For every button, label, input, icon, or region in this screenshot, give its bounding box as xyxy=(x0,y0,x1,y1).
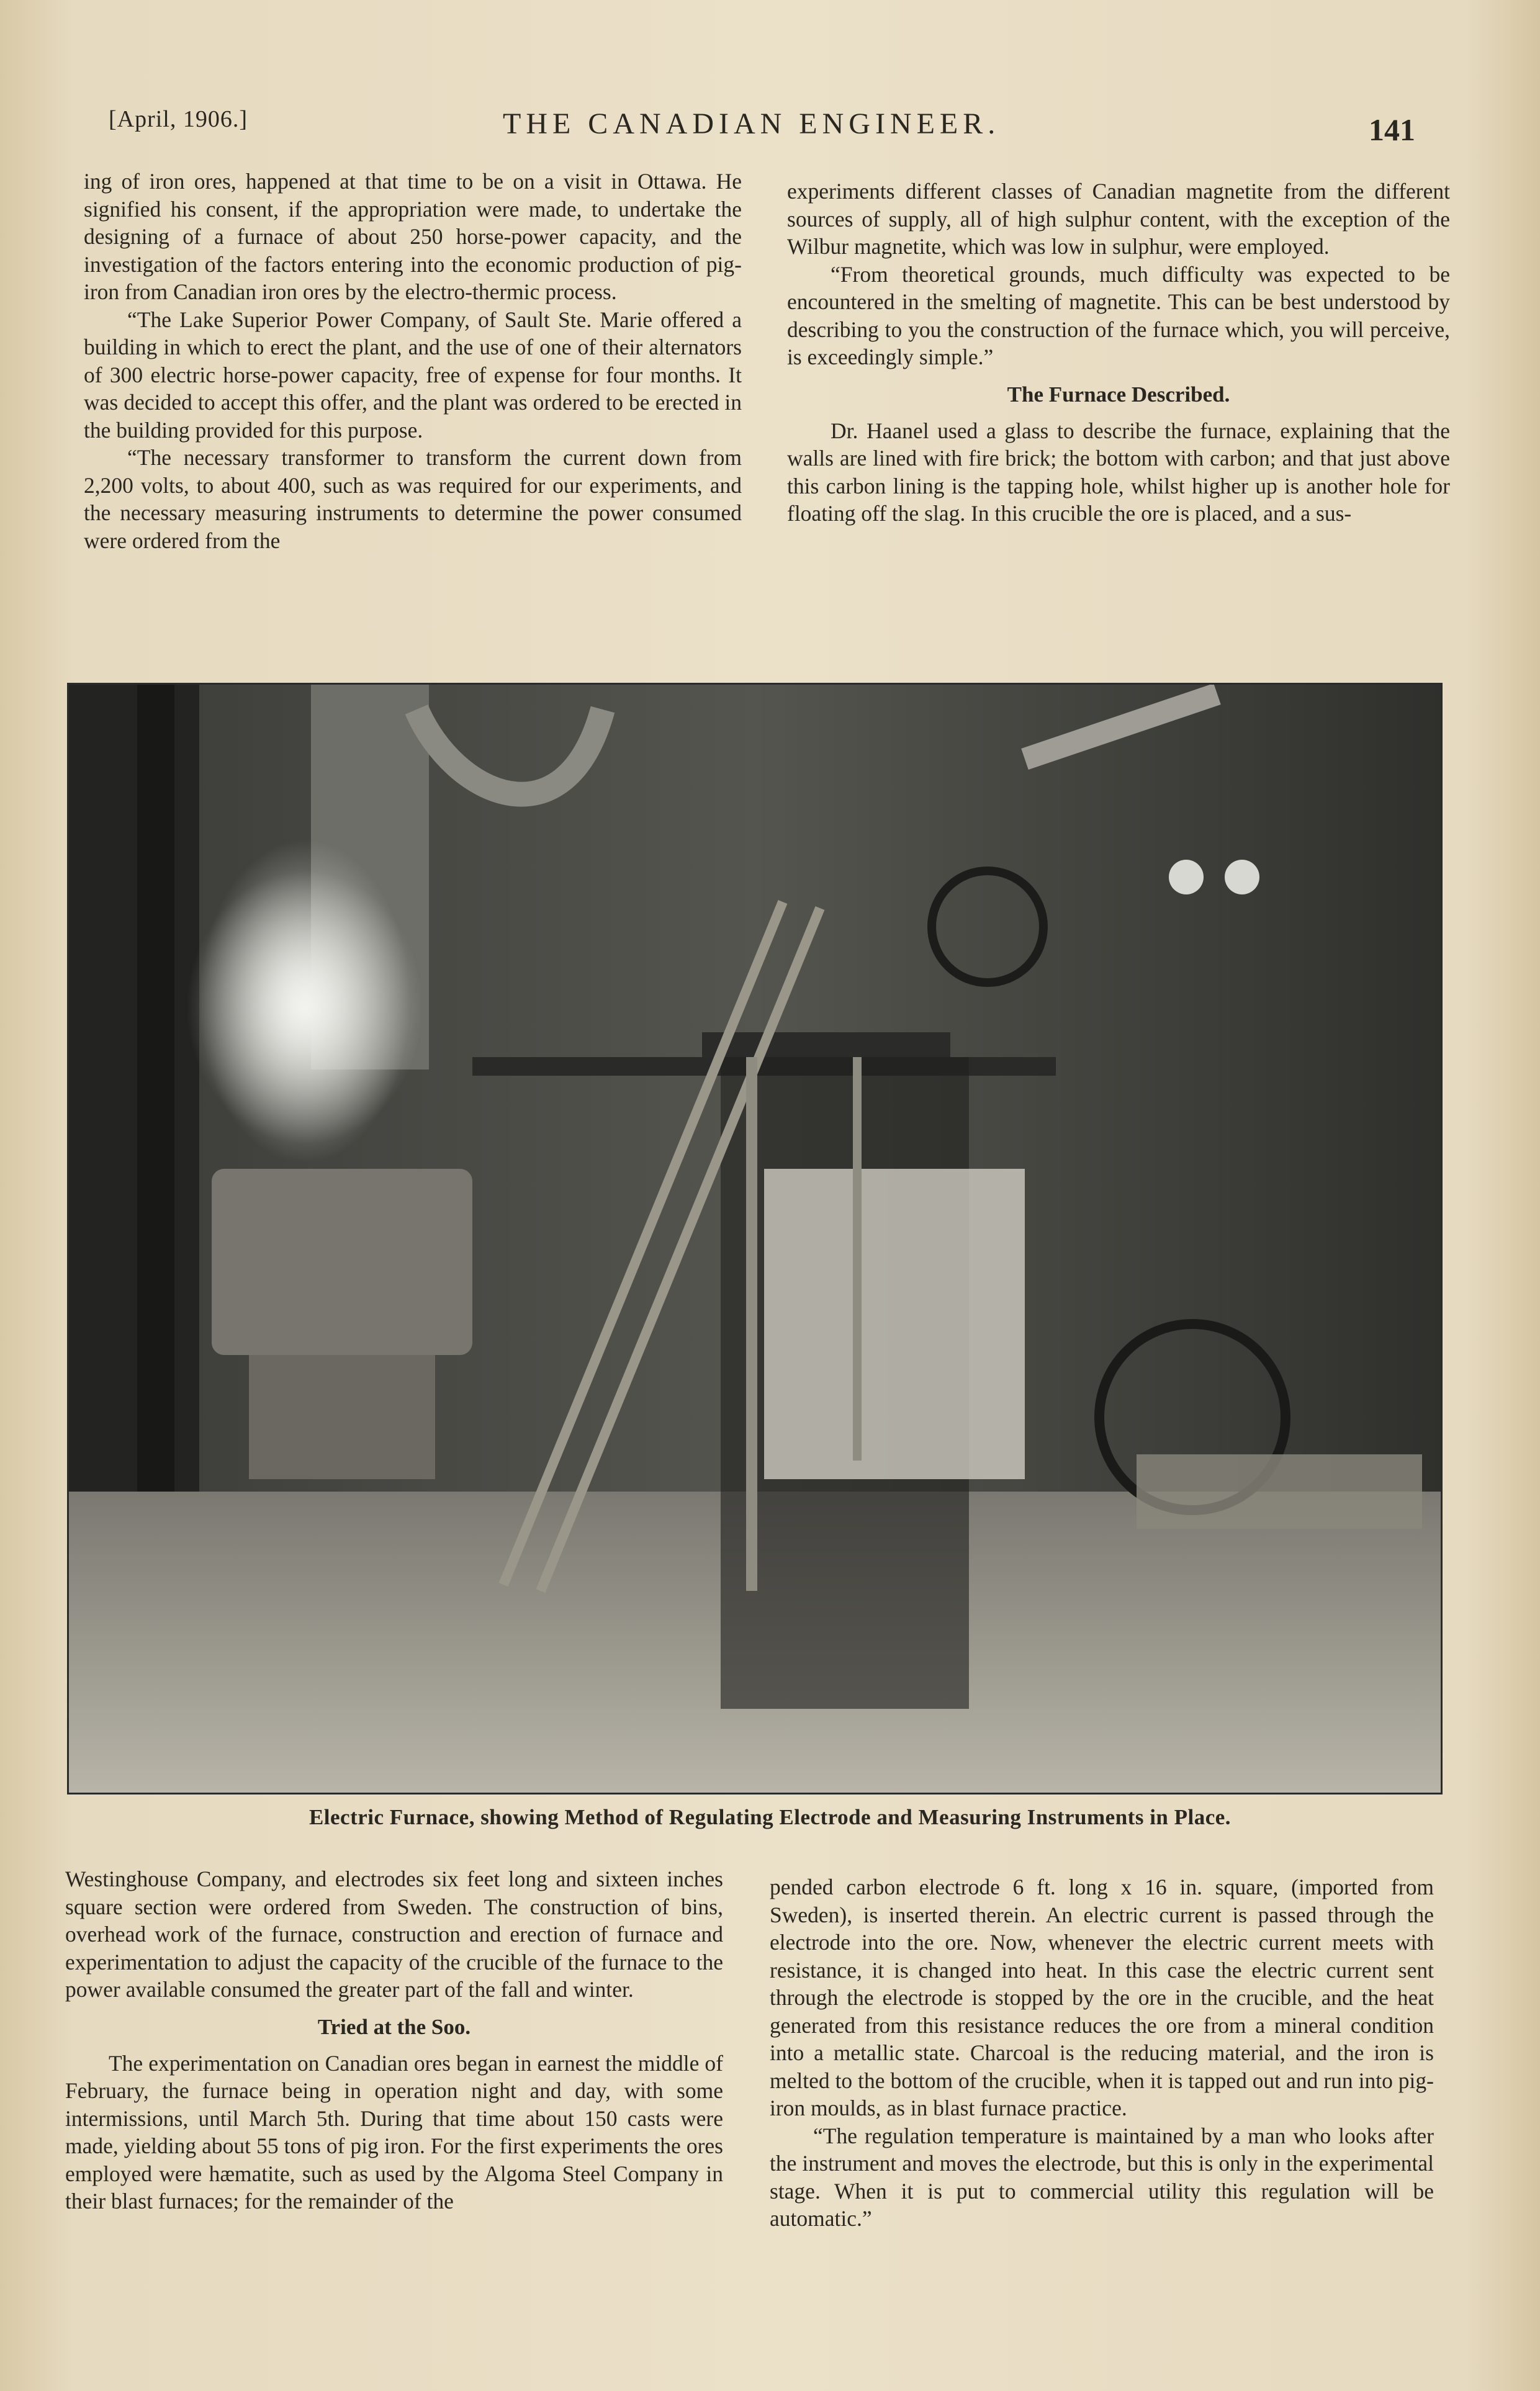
column-bottom-left xyxy=(65,1865,723,2215)
paragraph: experiments different classes of Canadian magnetite from the different sources of supply, all of high sulphur content, with the exception of the Wilbur magnetite, which was low in sulphur, were employed. xyxy=(787,179,1450,259)
paragraph: “The regulation temperature is maintained by a man who looks after the instrument and moves the electrode, but this is only in the experimental stage. When it is put to commercial utility this regulation will be automatic.” xyxy=(770,2123,1434,2231)
paragraph: “From theoretical grounds, much difficulty was expected to be encountered in the smelting of magnetite. This can be best understood by describing to you the construction of the furnace which, you will perceive, is exceedingly simple.” xyxy=(787,261,1450,369)
column-top-left xyxy=(84,168,742,554)
paragraph: Westinghouse Company, and electrodes six feet long and sixteen inches square section were ordered from Sweden. The construction of bins, overhead work of the furnace, construction and erection of furnace and experimentation to adjust the capacity of the crucible of the furnace to the power available consumed the greater part of the fall and winter. xyxy=(65,1866,723,2002)
paragraph: The experimentation on Canadian ores began in earnest the middle of February, the furnace being in operation night and day, with some intermissions, until March 5th. During that time about 150 casts were made, yielding about 55 tons of pig iron. For the first experiments the ores employed were hæmatite, such as used by the Algoma Steel Company in their blast furnaces; for the remainder of the xyxy=(65,2050,723,2213)
column-top-right xyxy=(787,178,1450,528)
section-heading: Tried at the Soo. xyxy=(317,2014,471,2039)
issue-date: [April, 1906.] xyxy=(109,106,248,132)
paragraph: pended carbon electrode 6 ft. long x 16 in. square, (imported from Sweden), is inserted therein. An electric current is passed through the electrode into the ore. Now, whenever the electric current meets with resistance, it is changed into heat. In this case the electric current sent through the electrode is stopped by the ore in the crucible, and the heat generated from this resistance reduces the ore from a mineral condition into a metallic state. Charcoal is the reducing material, and the iron is melted to the bottom of the crucible, when it is tapped out and run into pig-iron moulds, as in blast furnace practice. xyxy=(770,1875,1434,2120)
section-heading: The Furnace Described. xyxy=(1007,382,1230,407)
page-header xyxy=(0,0,1540,161)
paragraph: ing of iron ores, happened at that time to be on a visit in Ottawa. He signified his consent, if the appropriation were made, to undertake the designing of a furnace of about 250 horse-power capacity, and the investigation of the factors entering into the economic production of pig-iron from Canadian iron ores by the electro-thermic process. xyxy=(84,169,742,304)
page-number: 141 xyxy=(1369,112,1415,147)
paragraph: “The necessary transformer to transform the current down from 2,200 volts, to about 400, such as was required for our experiments, and the necessary measuring instruments to determine the power consumed were ordered from the xyxy=(84,445,742,553)
journal-title: THE CANADIAN ENGINEER. xyxy=(503,107,1001,140)
column-bottom-right xyxy=(770,1873,1434,2233)
figure-caption: Electric Furnace, showing Method of Regulating Electrode and Measuring Instruments in Place. xyxy=(308,1805,1232,1829)
furnace-photograph xyxy=(67,683,1443,1794)
paragraph: “The Lake Superior Power Company, of Sault Ste. Marie offered a building in which to erect the plant, and the use of one of their alternators of 300 electric horse-power capacity, free of expense for four months. It was decided to accept this offer, and the plant was ordered to be erected in the building provided for this purpose. xyxy=(84,307,742,443)
paragraph: Dr. Haanel used a glass to describe the furnace, explaining that the walls are lined with fire brick; the bottom with carbon; and that just above this carbon lining is the tapping hole, whilst higher up is another hole for floating off the slag. In this crucible the ore is placed, and a sus- xyxy=(787,418,1450,526)
